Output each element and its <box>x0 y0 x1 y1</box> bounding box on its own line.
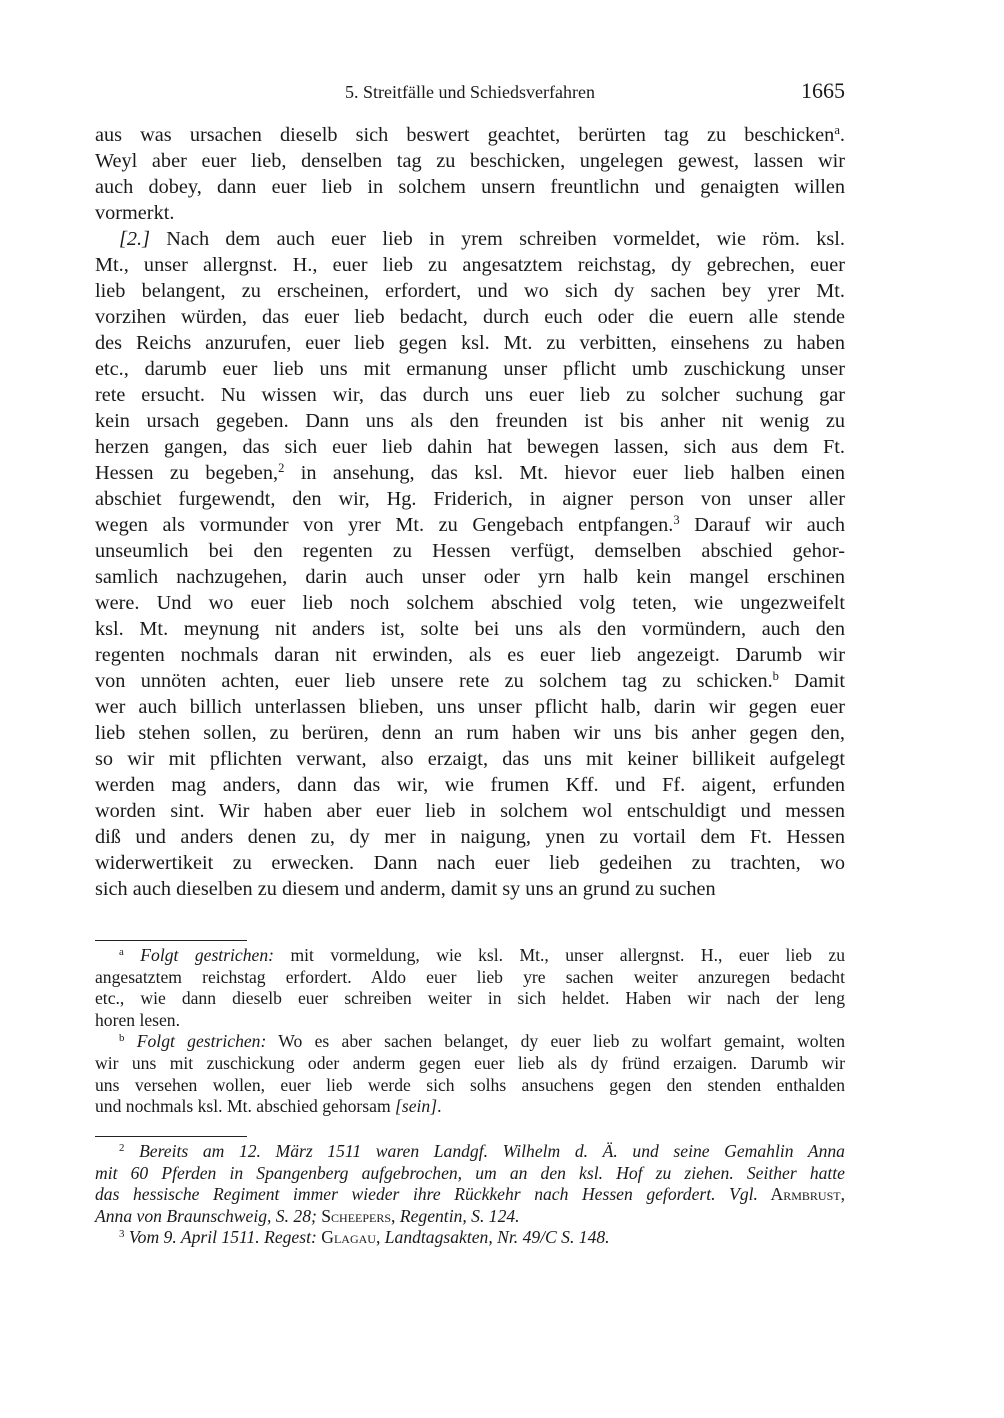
text-line <box>95 876 845 902</box>
text-segment: uns versehen wollen, euer lieb werde sich solhs ansuchens gegen den stenden enthalden <box>95 1074 845 1095</box>
text-line <box>95 616 845 642</box>
text-line <box>95 1053 845 1075</box>
text-line <box>95 538 845 564</box>
page-number: 1665 <box>801 78 845 103</box>
text-segment <box>124 945 140 965</box>
text-segment: Glagau, <box>316 1227 381 1248</box>
text-line <box>95 668 845 694</box>
text-segment: widerwertikeit zu erwecken. Dann nach euer lieb gedeihen zu trachten, wo <box>95 852 845 874</box>
text-segment: unseumlich bei den regenten zu Hessen verfügt, demselben abschied gehor- <box>95 540 845 562</box>
text-segment: Hessen zu begeben, <box>95 462 279 484</box>
text-segment: Regentin, S. 124. <box>395 1205 520 1226</box>
text-segment: Scheepers, <box>316 1205 396 1226</box>
text-segment: Damit <box>778 670 845 692</box>
text-segment: [sein] <box>395 1096 438 1117</box>
footnote-marker: a <box>119 946 124 958</box>
text-segment: rete ersucht. Nu wissen wir, das durch uns euer lieb zu solcher suchung gar <box>95 384 845 406</box>
text-segment: kein ursach gegeben. Dann uns als den freunden ist bis anher nit wenig zu <box>95 410 845 432</box>
text-segment: Armbrust, <box>757 1184 845 1205</box>
text-line <box>95 746 845 772</box>
text-line <box>95 148 845 174</box>
text-line <box>95 356 845 382</box>
text-segment <box>124 1141 139 1161</box>
text-segment: Vom 9. April 1511. Regest: <box>128 1227 317 1248</box>
footnote-marker: 3 <box>673 513 680 528</box>
text-segment: aus was ursachen dieselb sich beswert geachtet, berürten tag zu beschicken <box>95 124 835 146</box>
text-segment: mit vormeldung, wie ksl. Mt., unser allergnst. H., euer lieb zu <box>274 945 845 965</box>
text-segment <box>124 1031 136 1051</box>
text-segment: angesatztem reichstag erfordert. Aldo euer lieb yre sachen weiter anzuregen bedacht <box>95 966 845 987</box>
text-segment: Wo es aber sachen belanget, dy euer lieb zu wolfart gemaint, wolten <box>266 1031 845 1052</box>
text-segment: were. Und wo euer lieb noch solchem abschied volg teten, wie ungezweifelt <box>95 592 845 614</box>
text-line <box>95 1075 845 1097</box>
text-line <box>95 772 845 798</box>
text-segment: von unnöten achten, euer lieb unsere rete zu solchem tag zu schicken. <box>95 670 773 692</box>
footnote-rule <box>95 940 247 941</box>
text-segment: Landtagsakten, Nr. 49/C S. 148. <box>380 1227 610 1248</box>
text-segment: so wir mit pflichten verwant, also erzaigt, das uns mit keiner billikeit aufgelegt <box>95 748 845 770</box>
text-segment: Anna von Braunschweig, S. 28; <box>95 1205 317 1226</box>
text-segment: auch dobey, dann euer lieb in solchem unsern freuntlichn und genaigten willen <box>95 176 845 198</box>
text-segment: Bereits am 12. März 1511 waren Landgf. Wilhelm d. Ä. und seine Gemahlin Anna <box>139 1141 845 1161</box>
footnote-marker: 3 <box>119 1228 125 1241</box>
textual-footnotes <box>95 945 845 1118</box>
text-segment: etc., wie dann dieselb euer schreiben weiter in sich heldet. Haben wir nach der leng <box>95 988 845 1009</box>
text-segment: diß und anders denen zu, dy mer in naigung, ynen zu vortail dem Ft. Hessen <box>95 826 845 848</box>
footnote-marker: b <box>119 1032 125 1045</box>
text-segment: des Reichs anzurufen, euer lieb gegen ksl. Mt. zu verbitten, einsehens zu haben <box>95 332 845 354</box>
text-segment: horen lesen. <box>95 1009 181 1030</box>
text-segment: sich auch dieselben zu diesem und anderm, damit sy uns an grund zu suchen <box>95 878 716 900</box>
text-line <box>95 1010 845 1032</box>
text-line <box>95 945 845 967</box>
text-segment: wir uns mit zuschickung oder anderm gegen euer lieb als dy fründ erzaigen. Darumb wir <box>95 1052 845 1073</box>
text-line <box>95 200 845 226</box>
footnote-marker: 2 <box>119 1142 125 1154</box>
text-line <box>95 1031 845 1053</box>
text-line <box>95 486 845 512</box>
text-segment: herzen gangen, das sich euer lieb dahin hat bewegen lassen, sich aus dem Ft. <box>95 436 845 458</box>
text-line <box>95 304 845 330</box>
text-line <box>95 174 845 200</box>
text-line <box>95 278 845 304</box>
text-segment: Weyl aber euer lieb, denselben tag zu beschicken, ungelegen gewest, lassen wir <box>95 150 845 172</box>
text-line <box>95 408 845 434</box>
text-segment: vorzihen würden, das euer lieb bedacht, durch euch oder die euern alle stende <box>95 306 845 328</box>
text-line <box>95 564 845 590</box>
text-line <box>95 988 845 1010</box>
text-line <box>95 122 845 148</box>
text-line <box>95 798 845 824</box>
text-line <box>95 1206 845 1228</box>
text-line <box>95 694 845 720</box>
text-line <box>95 590 845 616</box>
footnote-rule <box>95 1136 247 1137</box>
text-line <box>95 720 845 746</box>
text-segment: Folgt gestrichen: <box>136 1031 267 1052</box>
footnote-marker: 2 <box>278 461 285 476</box>
text-line <box>95 330 845 356</box>
footnote-marker: a <box>834 123 840 138</box>
text-segment: samlich nachzugehen, darin auch unser oder yrn halb kein mangel erschinen <box>95 566 845 588</box>
text-line <box>95 1163 845 1185</box>
commentary-footnotes <box>95 1141 845 1249</box>
text-segment: . <box>839 124 845 146</box>
text-segment: worden sint. Wir haben aber euer lieb in solchem wol entschuldigt und messen <box>95 800 845 822</box>
text-segment: lieb stehen sollen, zu berüren, denn an rum haben wir uns bis anher gegen den, <box>95 722 845 744</box>
text-segment: lieb belangent, zu erscheinen, erfordert, und wo sich dy sachen bey yrer Mt. <box>95 280 845 302</box>
text-segment: das hessische Regiment immer wieder ihre Rückkehr nach Hessen gefordert. Vgl. <box>95 1184 758 1205</box>
text-segment: in ansehung, das ksl. Mt. hievor euer lieb halben einen <box>284 462 846 484</box>
text-line <box>95 382 845 408</box>
text-segment: . <box>437 1096 442 1117</box>
text-line <box>95 460 845 486</box>
text-line <box>95 434 845 460</box>
text-line <box>95 226 845 252</box>
text-segment: mit 60 Pferden in Spangenberg aufgebrochen, um an den ksl. Hof zu ziehen. Seither hatte <box>95 1162 845 1183</box>
text-line <box>95 967 845 989</box>
text-segment: Darauf wir auch <box>679 514 845 536</box>
footnote-marker: b <box>772 669 779 684</box>
text-line <box>95 1184 845 1206</box>
text-segment: regenten nochmals daran nit erwinden, als es euer lieb angezeigt. Darumb wir <box>95 644 845 666</box>
text-segment: Folgt gestrichen: <box>140 945 275 965</box>
text-line <box>95 642 845 668</box>
text-segment: wegen als vormunder von yrer Mt. zu Gengebach entpfangen. <box>95 514 674 536</box>
text-segment: werden mag anders, dann das wir, wie frumen Kff. und Ff. aigent, erfunden <box>95 774 845 796</box>
chapter-title: 5. Streitfälle und Schiedsverfahren <box>345 82 595 102</box>
text-line <box>95 1096 845 1118</box>
text-segment: Mt., unser allergnst. H., euer lieb zu angesatztem reichstag, dy gebrechen, euer <box>95 254 845 276</box>
text-line <box>95 252 845 278</box>
text-segment: abschiet furgewendt, den wir, Hg. Friderich, in aigner person von unser aller <box>95 488 845 510</box>
text-segment: vormerkt. <box>95 202 175 224</box>
text-line <box>95 1141 845 1163</box>
text-segment: ksl. Mt. meynung nit anders ist, solte bei uns als den vormündern, auch den <box>95 618 845 640</box>
main-text <box>95 122 845 902</box>
text-segment: und nochmals ksl. Mt. abschied gehorsam <box>95 1096 396 1117</box>
text-segment: etc., darumb euer lieb uns mit ermanung unser pflicht umb zuschickung unser <box>95 358 845 380</box>
text-segment: [2.] <box>119 228 150 250</box>
text-line <box>95 824 845 850</box>
text-segment: wer auch billich unterlassen blieben, uns unser pflicht halb, darin wir gegen euer <box>95 696 845 718</box>
text-line <box>95 512 845 538</box>
text-segment: Nach dem auch euer lieb in yrem schreiben vormeldet, wie röm. ksl. <box>150 228 845 250</box>
text-line <box>95 850 845 876</box>
text-line <box>95 1227 845 1249</box>
